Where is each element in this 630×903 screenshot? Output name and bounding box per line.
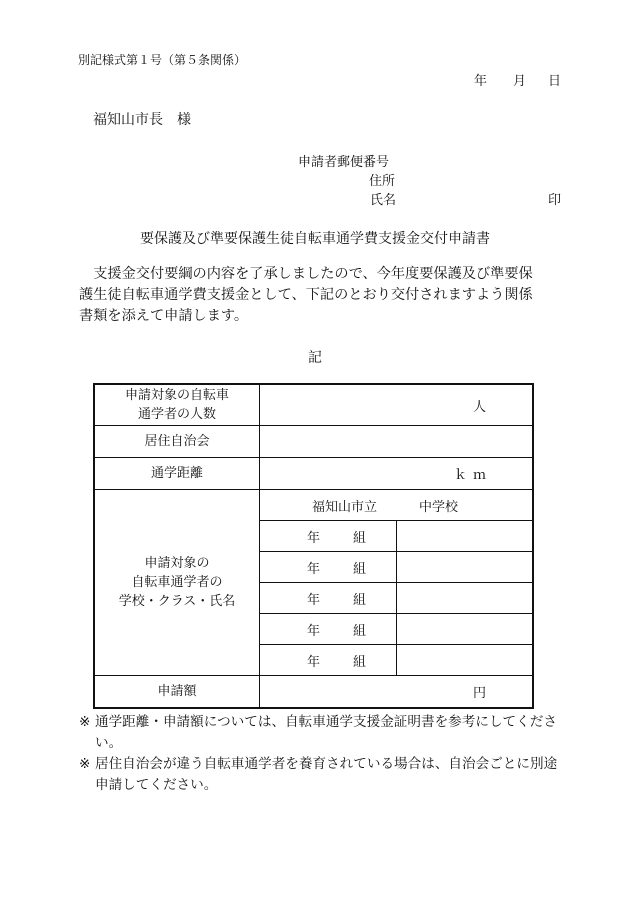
students-label-line-3: 学校・クラス・氏名 (118, 594, 236, 609)
table-row (94, 426, 533, 458)
student-name-cell[interactable] (396, 521, 533, 552)
document-title: 要保護及び準要保護生徒自転車通学費支援金交付申請書 (140, 231, 490, 247)
students-label-line-1: 申請対象の (144, 556, 210, 571)
student-name-cell[interactable] (396, 552, 533, 583)
school-cell[interactable] (260, 490, 534, 521)
notes (79, 712, 564, 796)
class-label: 組 (353, 654, 367, 670)
class-label: 組 (353, 530, 367, 546)
students-label-cell (94, 490, 260, 676)
grade-label: 年 (307, 654, 321, 670)
note-mark: ※ (79, 756, 91, 772)
school-city: 福知山市立 (312, 499, 378, 515)
count-label-line-1: 申請対象の自転車 (124, 388, 229, 403)
body-paragraph (79, 264, 564, 327)
amount-label: 申請額 (94, 676, 260, 709)
association-value-cell[interactable] (260, 426, 534, 458)
grade-label: 年 (307, 561, 321, 577)
student-name-cell[interactable] (396, 583, 533, 614)
class-label: 組 (353, 561, 367, 577)
form-number: 別記様式第１号（第５条関係） (78, 53, 247, 67)
note-text: 居住自治会が違う自転車通学者を養育されている場合は、自治会ごとに別途申請してください。 (95, 756, 558, 793)
date-day-label: 日 (548, 74, 562, 89)
table-row (94, 458, 533, 490)
note-mark: ※ (79, 714, 91, 730)
note-item (79, 712, 564, 754)
count-unit: 人 (472, 399, 486, 415)
postal-code-label: 申請者郵便番号 (298, 155, 390, 170)
application-table (93, 383, 534, 709)
distance-unit: ｋｍ (453, 468, 492, 483)
table-row (94, 676, 533, 709)
grade-label: 年 (307, 592, 321, 608)
name-label: 氏名 (370, 193, 397, 208)
body-line: 書類を添えて申請します。 (79, 308, 249, 324)
count-label-line-2: 通学者の人数 (137, 407, 216, 422)
distance-value-cell[interactable] (260, 458, 534, 490)
count-value-cell[interactable] (260, 384, 534, 426)
count-label-cell (94, 384, 260, 426)
note-text: 通学距離・申請額については、自転車通学支援金証明書を参考にしてください。 (95, 714, 557, 751)
class-label: 組 (353, 592, 367, 608)
grade-class-cell[interactable] (260, 583, 397, 614)
address-label: 住所 (369, 174, 396, 189)
date-year-label: 年 (474, 74, 488, 89)
grade-label: 年 (307, 623, 321, 639)
table-row (94, 490, 533, 521)
grade-class-cell[interactable] (260, 521, 397, 552)
grade-class-cell[interactable] (260, 645, 397, 676)
student-name-cell[interactable] (396, 645, 533, 676)
association-label: 居住自治会 (94, 426, 260, 458)
distance-label: 通学距離 (94, 458, 260, 490)
school-suffix: 中学校 (419, 499, 459, 515)
note-item (79, 754, 564, 796)
table-row (94, 384, 533, 426)
grade-class-cell[interactable] (260, 552, 397, 583)
date-month-label: 月 (513, 74, 527, 89)
amount-unit: 円 (472, 686, 486, 701)
seal-mark: 印 (548, 193, 562, 208)
amount-value-cell[interactable] (260, 676, 534, 709)
grade-class-cell[interactable] (260, 614, 397, 645)
class-label: 組 (353, 623, 367, 639)
body-line: 支援金交付要綱の内容を了承しましたので、今年度要保護及び準要保 (79, 266, 533, 282)
body-line: 護生徒自転車通学費支援金として、下記のとおり交付されますよう関係 (79, 287, 533, 303)
addressee: 福知山市長 様 (93, 112, 191, 128)
students-label-line-2: 自転車通学者の (131, 575, 223, 590)
student-name-cell[interactable] (396, 614, 533, 645)
grade-label: 年 (307, 530, 321, 546)
ki-heading: 記 (308, 350, 322, 366)
